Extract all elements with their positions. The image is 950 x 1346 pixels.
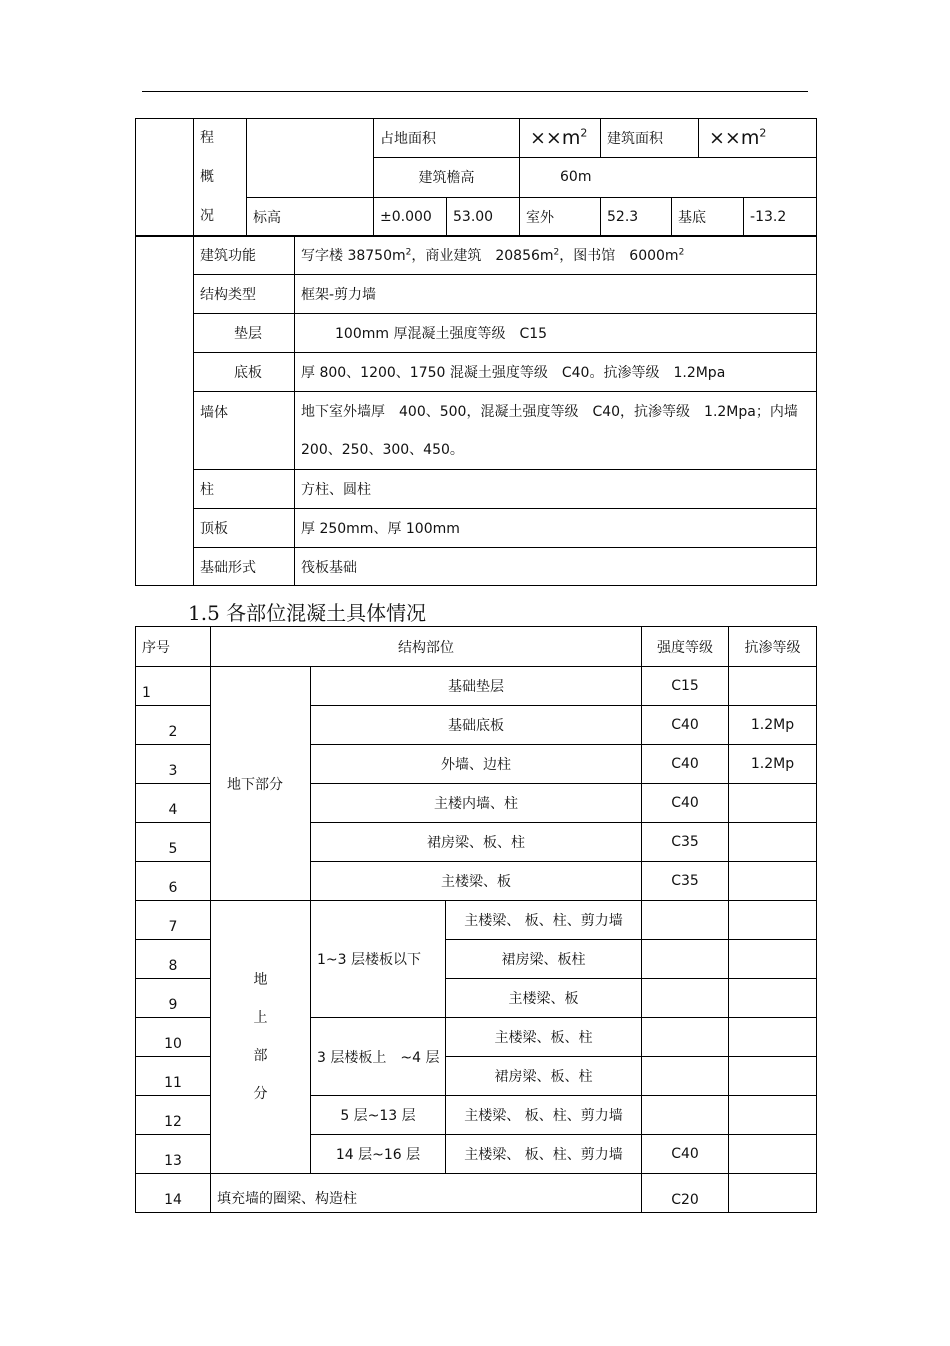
- header-grade: 强度等级: [642, 627, 729, 667]
- row-no: 10: [136, 1018, 211, 1057]
- row-anti: [729, 862, 817, 901]
- row-anti: [729, 979, 817, 1018]
- base-label: 基底: [672, 197, 744, 236]
- row-part: 裙房梁、板柱: [446, 940, 642, 979]
- aboveground-char: 部: [253, 1048, 268, 1064]
- row-part: 裙房梁、板、柱: [311, 823, 642, 862]
- row-part: 主楼内墙、柱: [311, 784, 642, 823]
- structure-table: [135, 235, 817, 586]
- structure-value: 地下室外墙厚 400、500，混凝土强度等级 C40，抗渗等级 1.2Mpa；内墙 200、250、300、450。: [295, 392, 817, 470]
- structure-value: 100mm 厚混凝土强度等级 C15: [295, 314, 817, 353]
- row-anti: [729, 901, 817, 940]
- row-grade: [642, 979, 729, 1018]
- row-no: 2: [136, 706, 211, 745]
- row-grade: [642, 1096, 729, 1135]
- row-anti: [729, 667, 817, 706]
- structure-label: 结构类型: [194, 275, 295, 314]
- floor-group: 3 层楼板上 ~4 层: [311, 1018, 446, 1096]
- underground-label: 地下部分: [211, 667, 311, 901]
- row-no: 1: [136, 667, 211, 706]
- eave-height-label: 建筑檐高: [374, 158, 520, 197]
- structure-value: 框架-剪力墙: [295, 275, 817, 314]
- row-anti: 1.2Mp: [729, 745, 817, 784]
- base-value: -13.2: [744, 197, 817, 236]
- aboveground-char: 上: [253, 1010, 268, 1026]
- row-grade: C35: [642, 862, 729, 901]
- overview-char: 概: [200, 169, 214, 185]
- row-no: 11: [136, 1057, 211, 1096]
- build-area-value: $\times\times m^2$: [699, 119, 817, 158]
- row-grade: C15: [642, 667, 729, 706]
- outdoor-value: 52.3: [601, 197, 672, 236]
- row-anti: [729, 1174, 817, 1213]
- structure-label: 顶板: [194, 509, 295, 548]
- structure-value: 筏板基础: [295, 548, 817, 586]
- row-grade: C40: [642, 706, 729, 745]
- row-part: 基础底板: [311, 706, 642, 745]
- overview-left-blank: [136, 119, 194, 237]
- overview-char: 程: [200, 130, 214, 146]
- site-area-value: $\times\times m^2$: [520, 119, 601, 158]
- structure-label: 垫层: [194, 314, 295, 353]
- row-grade: C20: [642, 1174, 729, 1213]
- concrete-table: [135, 626, 817, 1213]
- row-no: 4: [136, 784, 211, 823]
- row-anti: [729, 1018, 817, 1057]
- row-anti: [729, 823, 817, 862]
- section-title: 1.5 各部位混凝土具体情况: [188, 601, 427, 625]
- row-no: 14: [136, 1174, 211, 1213]
- overview-label: [194, 119, 247, 237]
- row-anti: [729, 940, 817, 979]
- structure-value: 方柱、圆柱: [295, 470, 817, 509]
- row-no: 3: [136, 745, 211, 784]
- header-rule: [142, 91, 808, 92]
- row-grade: C40: [642, 745, 729, 784]
- structure-left-blank: [136, 236, 194, 586]
- structure-label: 建筑功能: [194, 236, 295, 275]
- row-no: 8: [136, 940, 211, 979]
- header-no: 序号: [136, 627, 211, 667]
- row-anti: [729, 1057, 817, 1096]
- header-part: 结构部位: [211, 627, 642, 667]
- structure-label: 柱: [194, 470, 295, 509]
- function-value: 写字楼 $38750m^2$，商业建筑 $20856m^2$，图书馆 $6000m^2$: [295, 236, 817, 275]
- floor-group: 5 层~13 层: [311, 1096, 446, 1135]
- row-anti: 1.2Mp: [729, 706, 817, 745]
- site-area-label: 占地面积: [374, 119, 520, 158]
- overview-char: 况: [200, 208, 214, 224]
- row-no: 5: [136, 823, 211, 862]
- row-part: 填充墙的圈梁、构造柱: [211, 1174, 642, 1213]
- row-part: 外墙、边柱: [311, 745, 642, 784]
- zero-label: ±0.000: [374, 197, 447, 236]
- row-part: 主楼梁、 板、柱、剪力墙: [446, 901, 642, 940]
- structure-label: 基础形式: [194, 548, 295, 586]
- aboveground-char: 地: [253, 972, 268, 988]
- row-part: 主楼梁、板、柱: [446, 1018, 642, 1057]
- row-anti: [729, 784, 817, 823]
- aboveground-label: [211, 901, 311, 1174]
- row-no: 7: [136, 901, 211, 940]
- row-part: 主楼梁、板: [311, 862, 642, 901]
- row-part: 主楼梁、板: [446, 979, 642, 1018]
- row-part: 基础垫层: [311, 667, 642, 706]
- row-no: 6: [136, 862, 211, 901]
- row-anti: [729, 1135, 817, 1174]
- row-anti: [729, 1096, 817, 1135]
- structure-label: 底板: [194, 353, 295, 392]
- structure-value: 厚 800、1200、1750 混凝土强度等级 C40。抗渗等级 1.2Mpa: [295, 353, 817, 392]
- row-grade: C40: [642, 1135, 729, 1174]
- row-grade: [642, 901, 729, 940]
- row-grade: C35: [642, 823, 729, 862]
- row-part: 裙房梁、板、柱: [446, 1057, 642, 1096]
- eave-height-value: 60m: [520, 158, 817, 197]
- aboveground-char: 分: [253, 1086, 268, 1102]
- structure-label: 墙体: [194, 392, 295, 470]
- structure-value: 厚 250mm、厚 100mm: [295, 509, 817, 548]
- overview-blank-cell: [247, 119, 374, 198]
- floor-group: 1~3 层楼板以下: [311, 901, 446, 1018]
- overview-table: [135, 118, 817, 237]
- row-no: 9: [136, 979, 211, 1018]
- row-no: 12: [136, 1096, 211, 1135]
- row-grade: [642, 1057, 729, 1096]
- zero-value: 53.00: [447, 197, 520, 236]
- row-no: 13: [136, 1135, 211, 1174]
- floor-group: 14 层~16 层: [311, 1135, 446, 1174]
- row-part: 主楼梁、 板、柱、剪力墙: [446, 1135, 642, 1174]
- header-anti: 抗渗等级: [729, 627, 817, 667]
- row-grade: C40: [642, 784, 729, 823]
- build-area-label: 建筑面积: [601, 119, 699, 158]
- outdoor-label: 室外: [520, 197, 601, 236]
- row-grade: [642, 940, 729, 979]
- row-part: 主楼梁、 板、柱、剪力墙: [446, 1096, 642, 1135]
- elevation-label: 标高: [247, 197, 374, 236]
- row-grade: [642, 1018, 729, 1057]
